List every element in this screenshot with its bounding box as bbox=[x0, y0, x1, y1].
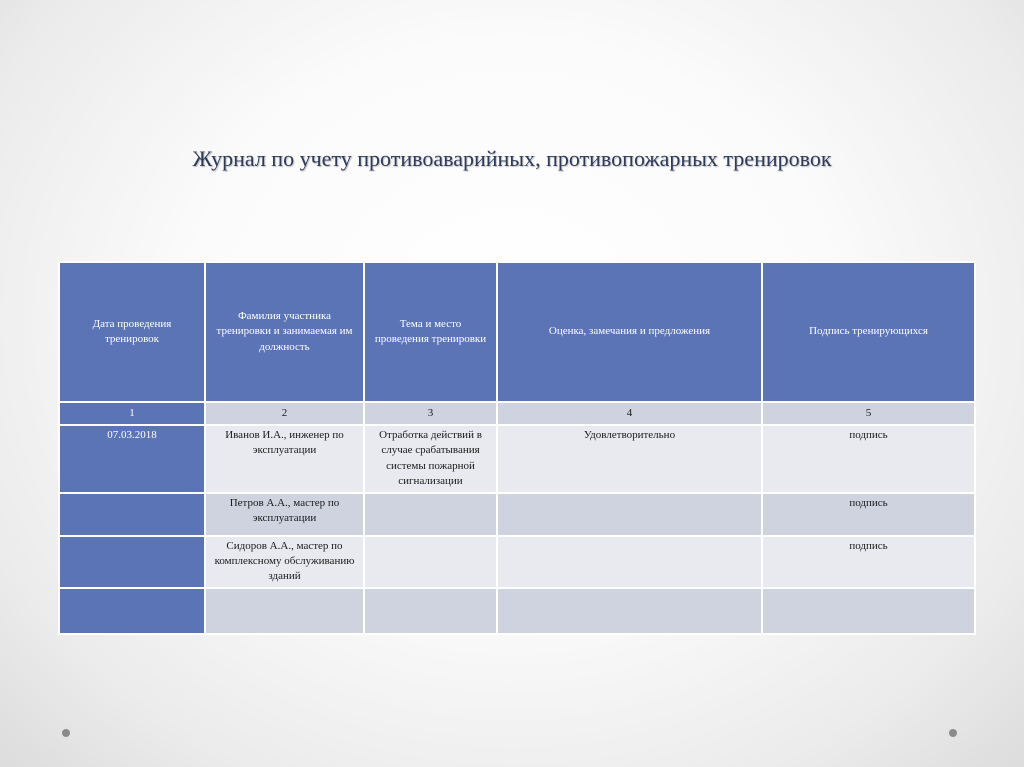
header-signature: Подпись тренирующихся bbox=[762, 262, 975, 402]
slide-title: Журнал по учету противоаварийных, противопожарных тренировок bbox=[192, 146, 832, 171]
assessment-cell bbox=[497, 536, 762, 588]
table-row bbox=[59, 493, 975, 536]
date-cell bbox=[59, 536, 205, 588]
signature-cell: подпись bbox=[762, 536, 975, 588]
table-row bbox=[59, 536, 975, 588]
signature-cell: подпись bbox=[762, 425, 975, 493]
table-row bbox=[59, 425, 975, 493]
participant-cell: Петров А.А., мастер по эксплуатации bbox=[205, 493, 364, 536]
table-row bbox=[59, 588, 975, 634]
assessment-cell bbox=[497, 588, 762, 634]
column-number: 2 bbox=[205, 402, 364, 425]
signature-cell: подпись bbox=[762, 493, 975, 536]
topic-cell bbox=[364, 536, 497, 588]
header-topic: Тема и место проведения тренировки bbox=[364, 262, 497, 402]
decorative-dot-left bbox=[62, 729, 70, 737]
topic-cell bbox=[364, 588, 497, 634]
topic-cell bbox=[364, 493, 497, 536]
date-cell bbox=[59, 588, 205, 634]
signature-cell bbox=[762, 588, 975, 634]
header-participant: Фамилия участника тренировки и занимаемая им должность bbox=[205, 262, 364, 402]
assessment-cell bbox=[497, 493, 762, 536]
participant-cell: Сидоров А.А., мастер по комплексному обслуживанию зданий bbox=[205, 536, 364, 588]
column-number: 3 bbox=[364, 402, 497, 425]
participant-cell bbox=[205, 588, 364, 634]
column-number: 5 bbox=[762, 402, 975, 425]
header-row bbox=[59, 262, 975, 402]
training-journal-table bbox=[58, 261, 976, 635]
date-cell bbox=[59, 493, 205, 536]
column-number: 1 bbox=[59, 402, 205, 425]
assessment-cell: Удовлетворительно bbox=[497, 425, 762, 493]
column-number: 4 bbox=[497, 402, 762, 425]
participant-cell: Иванов И.А., инженер по эксплуатации bbox=[205, 425, 364, 493]
date-cell: 07.03.2018 bbox=[59, 425, 205, 493]
header-assessment: Оценка, замечания и предложения bbox=[497, 262, 762, 402]
header-date: Дата проведения тренировок bbox=[59, 262, 205, 402]
decorative-dot-right bbox=[949, 729, 957, 737]
topic-cell: Отработка действий в случае срабатывания системы пожарной сигнализации bbox=[364, 425, 497, 493]
column-number-row bbox=[59, 402, 975, 425]
